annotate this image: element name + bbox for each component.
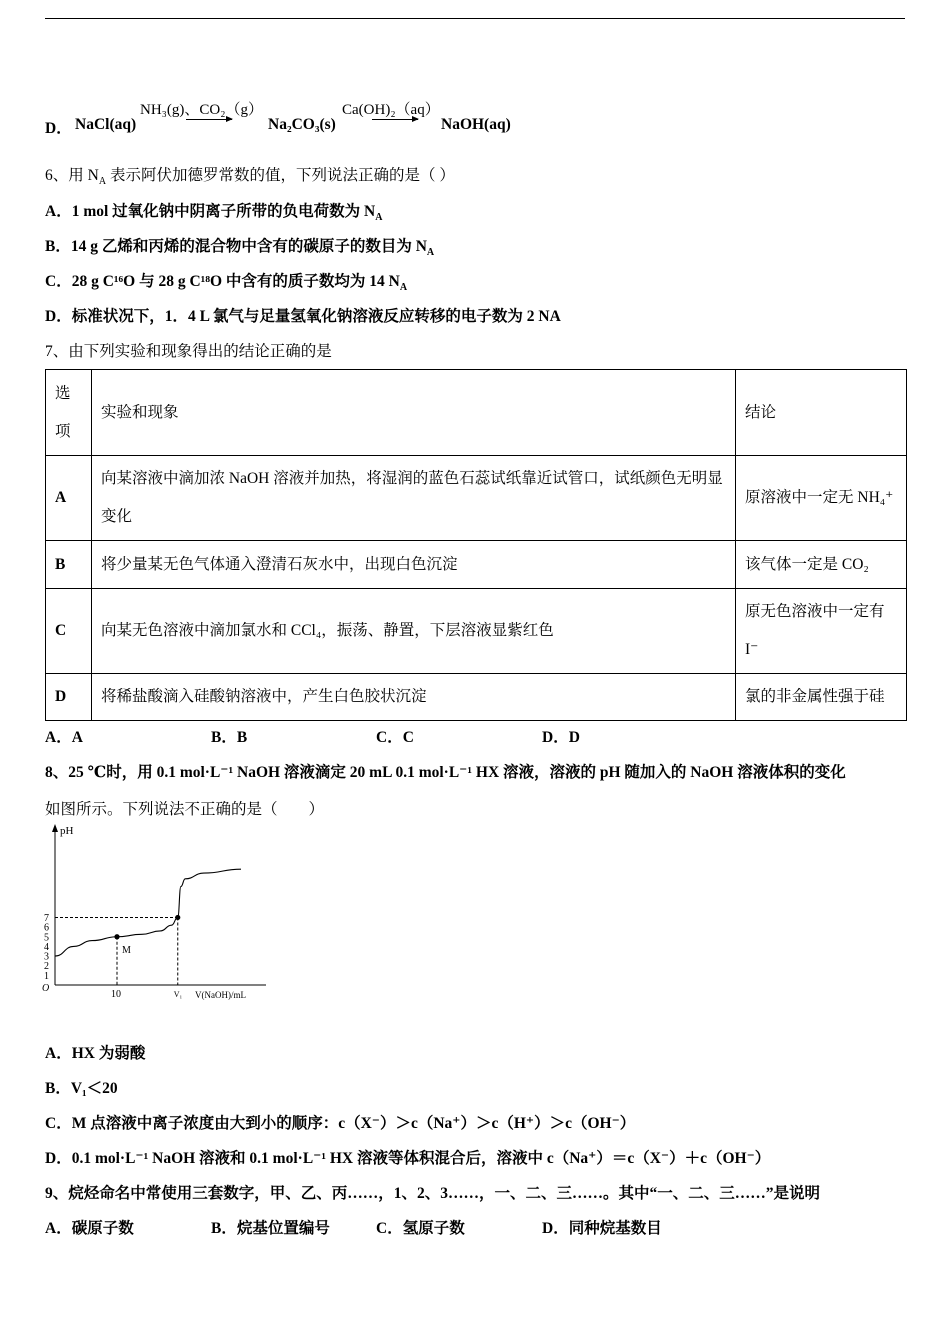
q7-choice-a: A．A — [45, 729, 83, 746]
q6-option-c: C．28 g C¹⁶O 与 28 g C¹⁸O 中含有的质子数均为 14 $N_A$ — [45, 273, 408, 294]
y-tick-label: 3 — [44, 951, 49, 963]
row-option: D — [46, 674, 92, 721]
y-axis-arrow — [52, 824, 58, 832]
q6-option-b: B．14 g 乙烯和丙烯的混合物中含有的碳原子的数目为 $N_A$ — [45, 238, 435, 259]
q6-option-d: D．标准状况下，1．4 L 氯气与足量氢氧化钠溶液反应转移的电子数为 2 NA — [45, 308, 561, 325]
header-option: 选 项 — [46, 370, 92, 456]
titration-curve — [55, 869, 241, 956]
table-header-row — [46, 370, 907, 456]
q7-choice-c: C．C — [376, 729, 414, 746]
reaction-intermediate: Na₂CO₃(s) — [268, 116, 336, 133]
q8-stem-line1: 8、25 ℃时，用 0.1 mol·L⁻¹ NaOH 溶液滴定 20 mL 0.1 mol·L⁻¹ HX 溶液，溶液的 pH 随加入的 NaOH 溶液体积的变化 — [45, 764, 846, 781]
row-conclusion: 该气体一定是 CO₂ — [736, 541, 907, 589]
reaction-reactant: NaCl(aq) — [75, 116, 137, 133]
row-experiment: 向某溶液中滴加浓 NaOH 溶液并加热，将湿润的蓝色石蕊试纸靠近试管口，试纸颜色无明显变化 — [92, 456, 736, 541]
q8-option-b: B．V₁＜20 — [45, 1080, 118, 1097]
x-tick-label: V₁ — [173, 990, 183, 999]
origin-label: O — [42, 983, 50, 994]
row-conclusion: 原无色溶液中一定有 I⁻ — [736, 589, 907, 674]
row-experiment: 将少量某无色气体通入澄清石灰水中，出现白色沉淀 — [92, 541, 736, 589]
row-conclusion: 氯的非金属性强于硅 — [736, 674, 907, 721]
reaction-condition-1: NH₃(g)、CO₂（g） — [140, 102, 263, 118]
table-row — [46, 589, 907, 674]
q8-option-a: A．HX 为弱酸 — [45, 1045, 146, 1062]
reaction-arrow-2 — [372, 119, 418, 120]
y-tick-label: 5 — [44, 932, 49, 944]
q9-stem: 9、烷烃命名中常使用三套数字，甲、乙、丙……，1、2、3……，一、二、三……。其中“一、二、三……”是说明 — [45, 1185, 821, 1202]
y-axis-label: pH — [60, 825, 74, 837]
q6-option-a: A．1 mol 过氧化钠中阴离子所带的负电荷数为 $N_A$ — [45, 203, 383, 224]
q7-choice-d: D．D — [542, 729, 580, 746]
q7-table — [45, 369, 907, 721]
data-point — [175, 915, 180, 920]
q7-choice-b: B．B — [211, 729, 248, 746]
reaction-label: D． — [45, 120, 72, 137]
y-tick-label: 7 — [44, 912, 49, 924]
q7-stem: 7、由下列实验和现象得出的结论正确的是 — [45, 343, 332, 360]
y-tick-label: 4 — [44, 941, 49, 953]
row-option: C — [46, 589, 92, 674]
q9-choice-b: B．烷基位置编号 — [211, 1220, 330, 1237]
table-row — [46, 456, 907, 541]
row-experiment: 将稀盐酸滴入硅酸钠溶液中，产生白色胶状沉淀 — [92, 674, 736, 721]
q8-option-c: C．M 点溶液中离子浓度由大到小的顺序：c（X⁻）＞c（Na⁺）＞c（H⁺）＞c（OH⁻） — [45, 1115, 636, 1132]
q8-option-d: D．0.1 mol·L⁻¹ NaOH 溶液和 0.1 mol·L⁻¹ HX 溶液等体积混合后，溶液中 c（Na⁺）＝c（X⁻）＋c（OH⁻） — [45, 1150, 771, 1167]
y-tick-label: 1 — [44, 970, 49, 982]
table-row — [46, 674, 907, 721]
table-row — [46, 541, 907, 589]
q9-choice-c: C．氢原子数 — [376, 1220, 465, 1237]
x-axis-label: V(NaOH)/mL — [195, 990, 246, 1000]
reaction-product: NaOH(aq) — [441, 116, 511, 133]
x-tick-label: 10 — [111, 989, 121, 1000]
header-rule — [45, 18, 905, 19]
point-label: M — [122, 944, 131, 956]
y-tick-label: 6 — [44, 922, 49, 934]
q8-stem-line2: 如图所示。下列说法不正确的是（ ） — [45, 801, 325, 818]
q9-choice-d: D．同种烷基数目 — [542, 1220, 662, 1237]
titration-chart — [38, 820, 278, 1005]
reaction-condition-2: Ca(OH)₂（aq） — [342, 102, 440, 118]
row-conclusion: 原溶液中一定无 NH₄⁺ — [736, 456, 907, 541]
q6-stem: 6、用 $N_A$ 表示阿伏加德罗常数的值，下列说法正确的是（ ） — [45, 167, 455, 188]
data-point — [114, 934, 119, 939]
row-option: A — [46, 456, 92, 541]
header-experiment: 实验和现象 — [92, 370, 736, 456]
q9-choice-a: A．碳原子数 — [45, 1220, 134, 1237]
reaction-arrow-1 — [186, 119, 232, 120]
header-conclusion: 结论 — [736, 370, 907, 456]
row-experiment: 向某无色溶液中滴加氯水和 CCl₄，振荡、静置，下层溶液显紫红色 — [92, 589, 736, 674]
y-tick-label: 2 — [44, 961, 49, 973]
row-option: B — [46, 541, 92, 589]
